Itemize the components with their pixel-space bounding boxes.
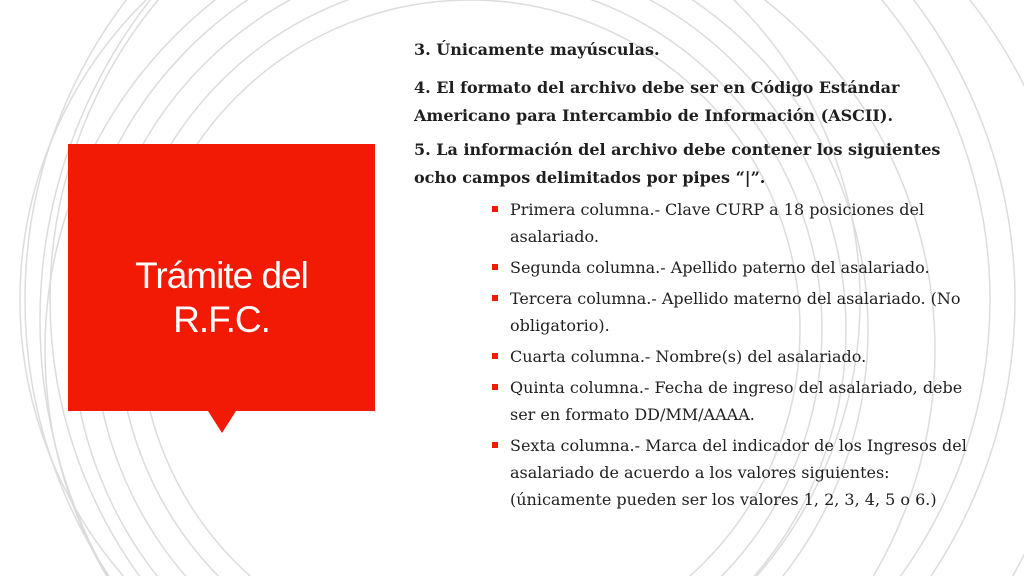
list-item bbox=[492, 343, 974, 370]
list-item-text: Tercera columna.- Apellido materno del asalariado. (No obligatorio). bbox=[510, 289, 961, 335]
square-bullet-icon bbox=[492, 384, 498, 390]
title-pointer bbox=[208, 411, 236, 433]
list-item bbox=[492, 374, 974, 428]
list-item bbox=[492, 196, 974, 250]
slide-title-line-1: Trámite del bbox=[135, 255, 308, 296]
list-item-text: Sexta columna.- Marca del indicador de los Ingresos del asalariado de acuerdo a los valores siguientes: (únicamente pueden ser los valores 1, 2, 3, 4, 5 o 6.) bbox=[510, 436, 967, 509]
square-bullet-icon bbox=[492, 442, 498, 448]
slide-title bbox=[68, 254, 375, 342]
paragraph-4: 4. El formato del archivo debe ser en Código Estándar Americano para Intercambio de Información (ASCII). bbox=[414, 78, 900, 125]
paragraph-3: 3. Únicamente mayúsculas. bbox=[414, 40, 660, 59]
paragraph-5: 5. La información del archivo debe contener los siguientes ocho campos delimitados por pipes “|”. bbox=[414, 140, 941, 187]
content-area bbox=[414, 36, 974, 517]
square-bullet-icon bbox=[492, 206, 498, 212]
column-list bbox=[414, 196, 974, 513]
title-box bbox=[68, 144, 375, 411]
list-item-text: Segunda columna.- Apellido paterno del asalariado. bbox=[510, 258, 930, 277]
square-bullet-icon bbox=[492, 295, 498, 301]
list-item bbox=[492, 432, 974, 513]
list-item bbox=[492, 254, 974, 281]
list-item-text: Quinta columna.- Fecha de ingreso del asalariado, debe ser en formato DD/MM/AAAA. bbox=[510, 378, 963, 424]
slide-title-line-2: R.F.C. bbox=[173, 299, 270, 340]
list-item bbox=[492, 285, 974, 339]
list-item-text: Cuarta columna.- Nombre(s) del asalariado. bbox=[510, 347, 867, 366]
square-bullet-icon bbox=[492, 353, 498, 359]
list-item-text: Primera columna.- Clave CURP a 18 posiciones del asalariado. bbox=[510, 200, 925, 246]
square-bullet-icon bbox=[492, 264, 498, 270]
